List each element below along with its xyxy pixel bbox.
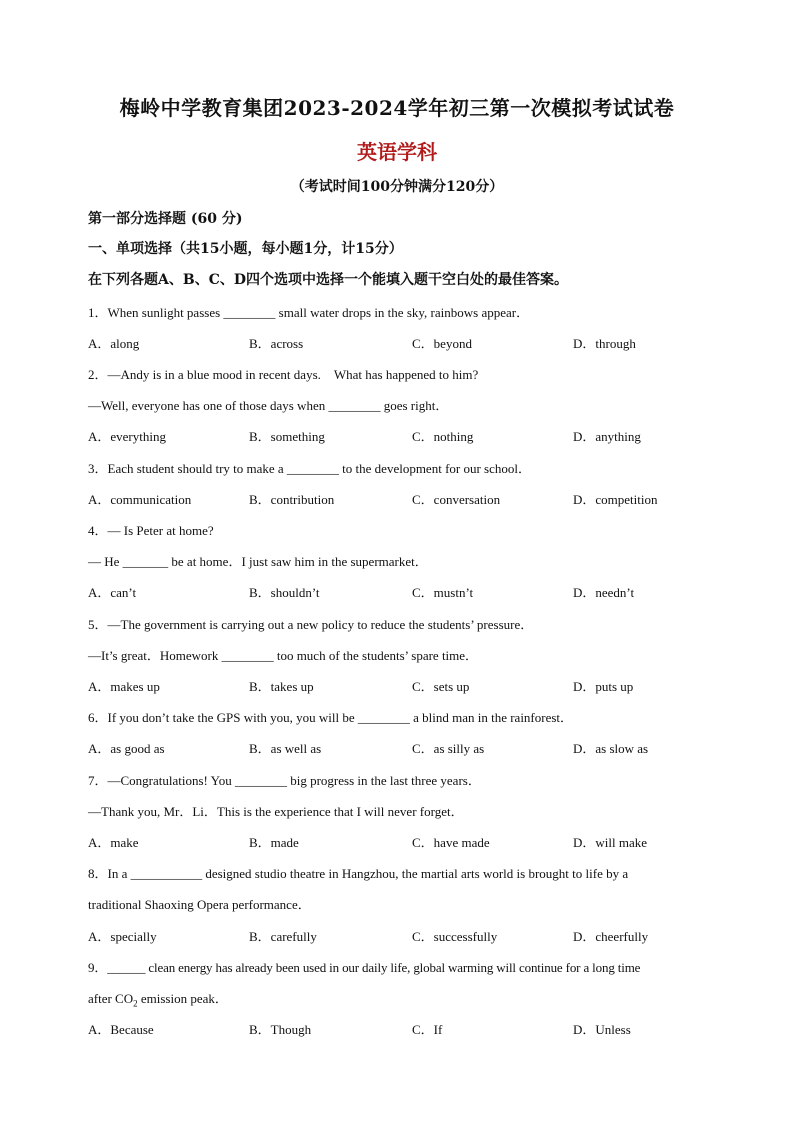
- question-8-stem-line2: traditional Shaoxing Opera performance．: [88, 897, 311, 912]
- option-b: B．shouldn’t: [249, 585, 320, 600]
- option-b: B．takes up: [249, 679, 314, 694]
- option-a: A．Because: [88, 1022, 154, 1037]
- question-4-stem: 4．— Is Peter at home?: [88, 523, 214, 538]
- option-d: D．needn’t: [573, 585, 635, 600]
- option-a: A．can’t: [88, 585, 137, 600]
- question-4-options: [88, 582, 708, 600]
- question-7-stem-line2: —Thank you, Mr．Li．This is the experience that I will never forget．: [88, 804, 464, 819]
- section-instruction: 在下列各题A、B、C、D四个选项中选择一个能填入题干空白处的最佳答案。: [88, 272, 568, 288]
- subject-title: 英语学科: [357, 140, 437, 164]
- option-d: D．competition: [573, 492, 658, 507]
- option-b: B．as well as: [249, 741, 322, 756]
- option-a: A．make: [88, 835, 139, 850]
- question-7-options: [88, 832, 708, 850]
- question-3-options: [88, 489, 708, 507]
- option-b: B．something: [249, 429, 325, 444]
- option-d: D．cheerfully: [573, 929, 649, 944]
- question-2-stem-line2: —Well, everyone has one of those days when ________ goes right．: [88, 398, 449, 413]
- question-1-stem: 1．When sunlight passes ________ small water drops in the sky, rainbows appear．: [88, 305, 530, 320]
- question-9-stem: 9．______ clean energy has already been used in our daily life, global warming will continue for a long time: [88, 960, 641, 975]
- stem-text: emission peak．: [137, 991, 228, 1006]
- question-8-options: [88, 926, 708, 944]
- option-a: A．as good as: [88, 741, 165, 756]
- option-c: C．successfully: [412, 929, 498, 944]
- option-a: A．makes up: [88, 679, 160, 694]
- question-5-options: [88, 676, 708, 694]
- option-d: D．puts up: [573, 679, 634, 694]
- exam-title: 梅岭中学教育集团2023-2024学年初三第一次模拟考试试卷: [119, 96, 675, 120]
- option-b: B．made: [249, 835, 299, 850]
- section-heading: 一、单项选择（共15小题，每小题1分，计15分）: [88, 241, 403, 257]
- option-d: D．as slow as: [573, 741, 649, 756]
- question-2-options: [88, 426, 708, 444]
- option-a: A．everything: [88, 429, 166, 444]
- option-d: D．will make: [573, 835, 648, 850]
- option-b: B．carefully: [249, 929, 317, 944]
- option-c: C．beyond: [412, 336, 472, 351]
- option-a: A．along: [88, 336, 140, 351]
- option-c: C．sets up: [412, 679, 470, 694]
- question-5-stem: 5．—The government is carrying out a new policy to reduce the students’ pressure．: [88, 617, 534, 632]
- option-c: C．have made: [412, 835, 490, 850]
- question-5-stem-line2: —It’s great．Homework ________ too much of the students’ spare time．: [88, 648, 479, 663]
- option-a: A．communication: [88, 492, 192, 507]
- option-c: C．mustn’t: [412, 585, 474, 600]
- question-1-options: [88, 333, 708, 351]
- question-4-stem-line2: — He _______ be at home．I just saw him in the supermarket．: [88, 554, 428, 569]
- question-3-stem: 3．Each student should try to make a ________ to the development for our school．: [88, 461, 531, 476]
- question-2-stem: 2．—Andy is in a blue mood in recent days. What has happened to him?: [88, 367, 479, 382]
- option-c: C．If: [412, 1022, 443, 1037]
- question-6-stem: 6．If you don’t take the GPS with you, you will be ________ a blind man in the rainforest．: [88, 710, 574, 725]
- option-a: A．specially: [88, 929, 157, 944]
- stem-text: after CO: [88, 991, 134, 1006]
- question-7-stem: 7．—Congratulations! You ________ big progress in the last three years．: [88, 773, 481, 788]
- option-b: B．contribution: [249, 492, 335, 507]
- time-note: （考试时间100分钟满分120分）: [290, 179, 504, 195]
- option-d: D．through: [573, 336, 636, 351]
- option-b: B．across: [249, 336, 304, 351]
- question-9-options: [88, 1019, 708, 1037]
- question-9-stem-line2: [88, 988, 228, 1009]
- question-6-options: [88, 738, 708, 756]
- question-8-stem: 8．In a ___________ designed studio theatre in Hangzhou, the martial arts world is brought to life by a: [88, 866, 629, 881]
- subscript: 2: [133, 998, 138, 1009]
- option-c: C．as silly as: [412, 741, 485, 756]
- part-heading: 第一部分选择题 (60 分): [88, 211, 243, 227]
- option-b: B．Though: [249, 1022, 312, 1037]
- option-c: C．nothing: [412, 429, 474, 444]
- option-d: D．anything: [573, 429, 641, 444]
- option-c: C．conversation: [412, 492, 501, 507]
- option-d: D．Unless: [573, 1022, 631, 1037]
